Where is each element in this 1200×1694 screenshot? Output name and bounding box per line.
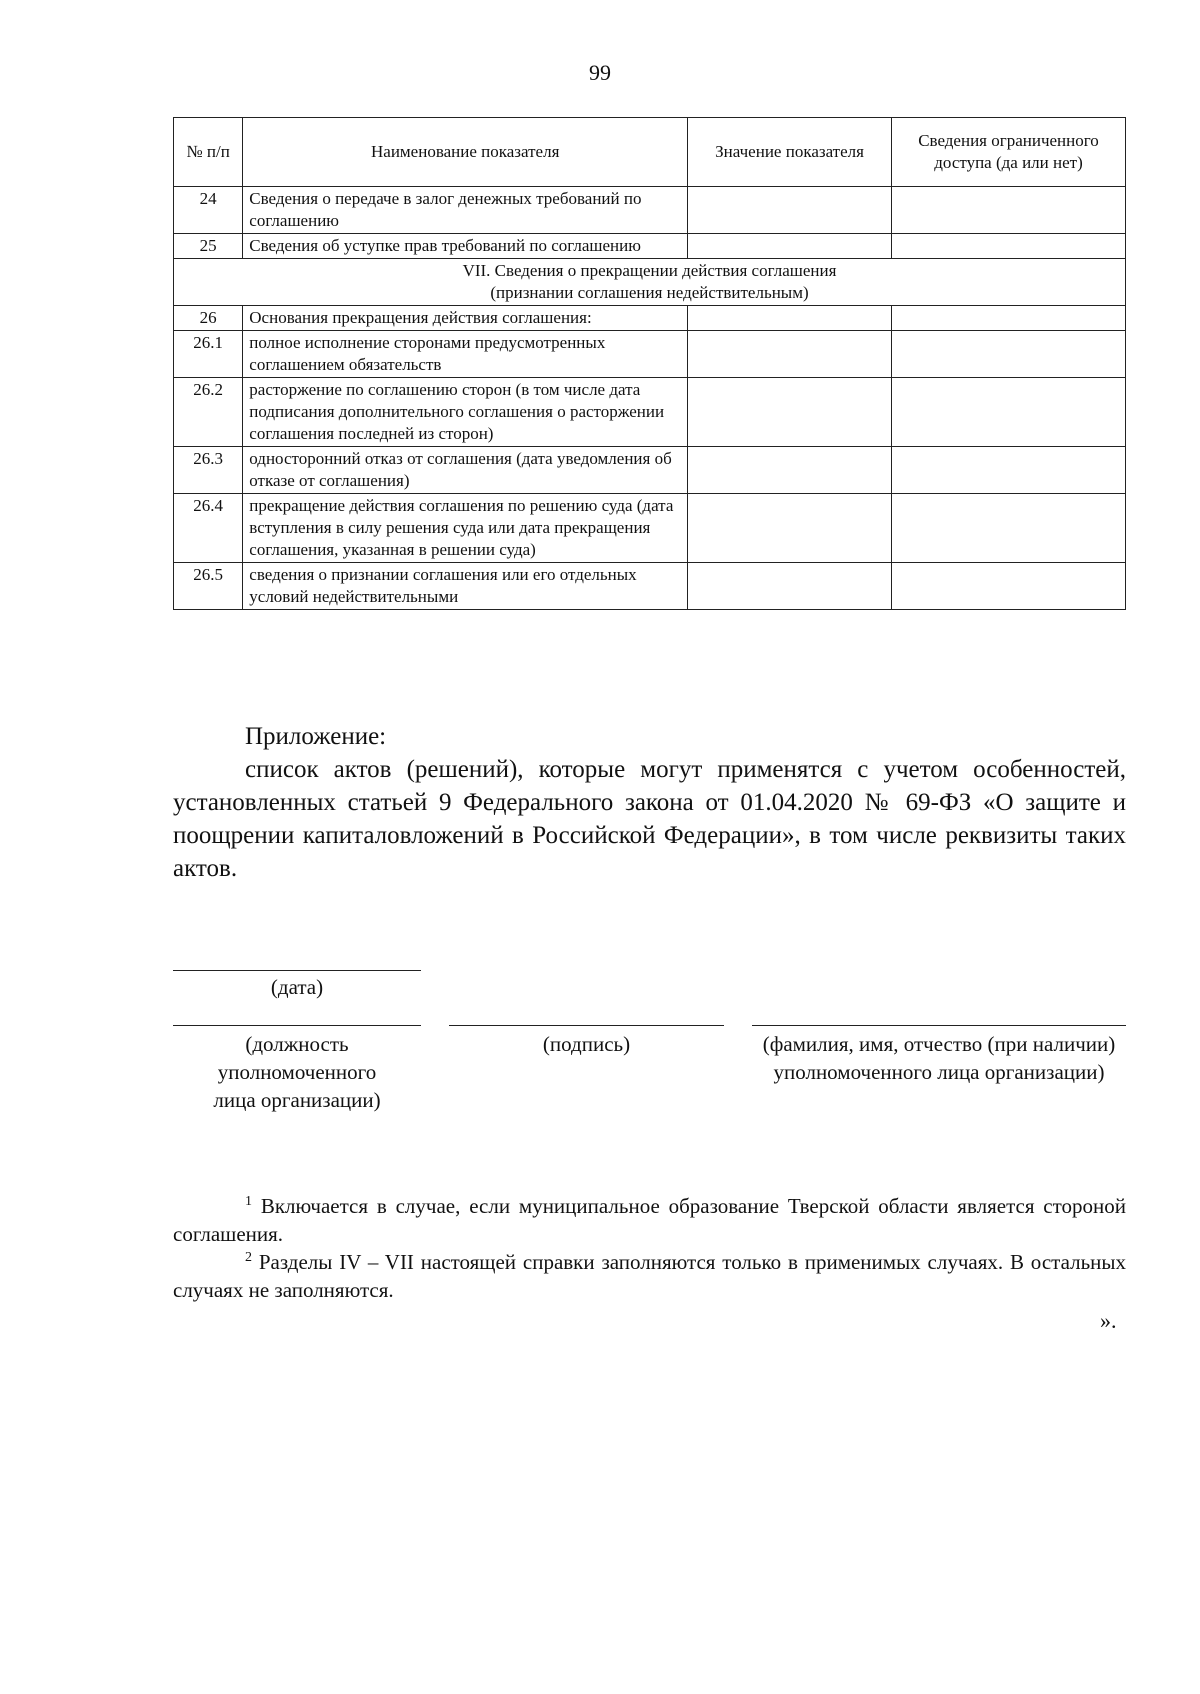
row-name: сведения о признании соглашения или его отдельных условий недействительными	[243, 563, 688, 610]
footnote	[173, 1192, 1126, 1248]
footnote	[173, 1248, 1126, 1304]
row-name: Сведения об уступке прав требований по соглашению	[243, 234, 688, 259]
section-row	[174, 259, 1126, 306]
table-row	[174, 331, 1126, 378]
row-value	[688, 378, 892, 447]
row-value	[688, 234, 892, 259]
appendix	[173, 720, 1126, 885]
row-name: расторжение по соглашению сторон (в том числе дата подписания дополнительного соглашения о расторжении соглашения последней из сторон)	[243, 378, 688, 447]
row-num: 26.1	[174, 331, 243, 378]
table-row	[174, 234, 1126, 259]
row-access	[891, 234, 1125, 259]
header-num: № п/п	[174, 118, 243, 187]
row-num: 26.3	[174, 447, 243, 494]
row-value	[688, 306, 892, 331]
row-access	[891, 187, 1125, 234]
section-title-line2: (признании соглашения недействительным)	[490, 283, 809, 302]
table-header-row	[174, 118, 1126, 187]
row-name: прекращение действия соглашения по решению суда (дата вступления в силу решения суда или дата прекращения соглашения, указанная в решении суда)	[243, 494, 688, 563]
row-access	[891, 563, 1125, 610]
table-row	[174, 306, 1126, 331]
row-num: 26.2	[174, 378, 243, 447]
footnote-mark: 2	[245, 1250, 252, 1265]
row-value	[688, 187, 892, 234]
position-label: (должность уполномоченного лица организации)	[213, 1032, 381, 1112]
row-access	[891, 306, 1125, 331]
row-num: 26.5	[174, 563, 243, 610]
date-label: (дата)	[270, 975, 324, 999]
row-value	[688, 331, 892, 378]
footnote-text: Включается в случае, если муниципальное образование Тверской области является стороной соглашения.	[173, 1194, 1127, 1246]
name-line	[752, 1025, 1126, 1026]
row-access	[891, 447, 1125, 494]
row-access	[891, 494, 1125, 563]
closing-mark: ».	[1100, 1308, 1117, 1333]
row-num: 25	[174, 234, 243, 259]
row-num: 26.4	[174, 494, 243, 563]
indicators-table	[173, 117, 1126, 610]
row-name: односторонний отказ от соглашения (дата уведомления об отказе от соглашения)	[243, 447, 688, 494]
row-name: полное исполнение сторонами предусмотренных соглашением обязательств	[243, 331, 688, 378]
header-name: Наименование показателя	[243, 118, 688, 187]
section-title-line1: VII. Сведения о прекращении действия соглашения	[462, 261, 837, 280]
row-value	[688, 563, 892, 610]
appendix-text: список актов (решений), которые могут применятся с учетом особенностей, установленных статьей 9 Федерального закона от 01.04.2020 № 69-ФЗ «О защите и поощрении капиталовложений в Российской Федерации», в том числе реквизиты таких актов.	[173, 756, 1126, 882]
date-line	[173, 970, 421, 971]
table-row	[174, 378, 1126, 447]
appendix-label: Приложение:	[245, 723, 387, 750]
row-access	[891, 331, 1125, 378]
footnote-mark: 1	[245, 1194, 252, 1209]
signature-label: (подпись)	[542, 1032, 631, 1056]
footnotes	[173, 1192, 1126, 1304]
page-number: 99	[589, 60, 611, 85]
position-line	[173, 1025, 421, 1026]
row-value	[688, 494, 892, 563]
row-access	[891, 378, 1125, 447]
section-title	[174, 259, 1126, 306]
footnote-text: Разделы IV – VII настоящей справки заполняются только в применимых случаях. В остальных случаях не заполняются.	[173, 1250, 1126, 1302]
table-row	[174, 563, 1126, 610]
row-name: Сведения о передаче в залог денежных требований по соглашению	[243, 187, 688, 234]
name-label: (фамилия, имя, отчество (при наличии) уполномоченного лица организации)	[762, 1032, 1116, 1084]
header-access: Сведения ограниченного доступа (да или нет)	[891, 118, 1125, 187]
row-name: Основания прекращения действия соглашения:	[243, 306, 688, 331]
header-value: Значение показателя	[688, 118, 892, 187]
signature-line	[449, 1025, 724, 1026]
table-row	[174, 187, 1126, 234]
row-num: 24	[174, 187, 243, 234]
row-value	[688, 447, 892, 494]
table-row	[174, 447, 1126, 494]
table-row	[174, 494, 1126, 563]
row-num: 26	[174, 306, 243, 331]
